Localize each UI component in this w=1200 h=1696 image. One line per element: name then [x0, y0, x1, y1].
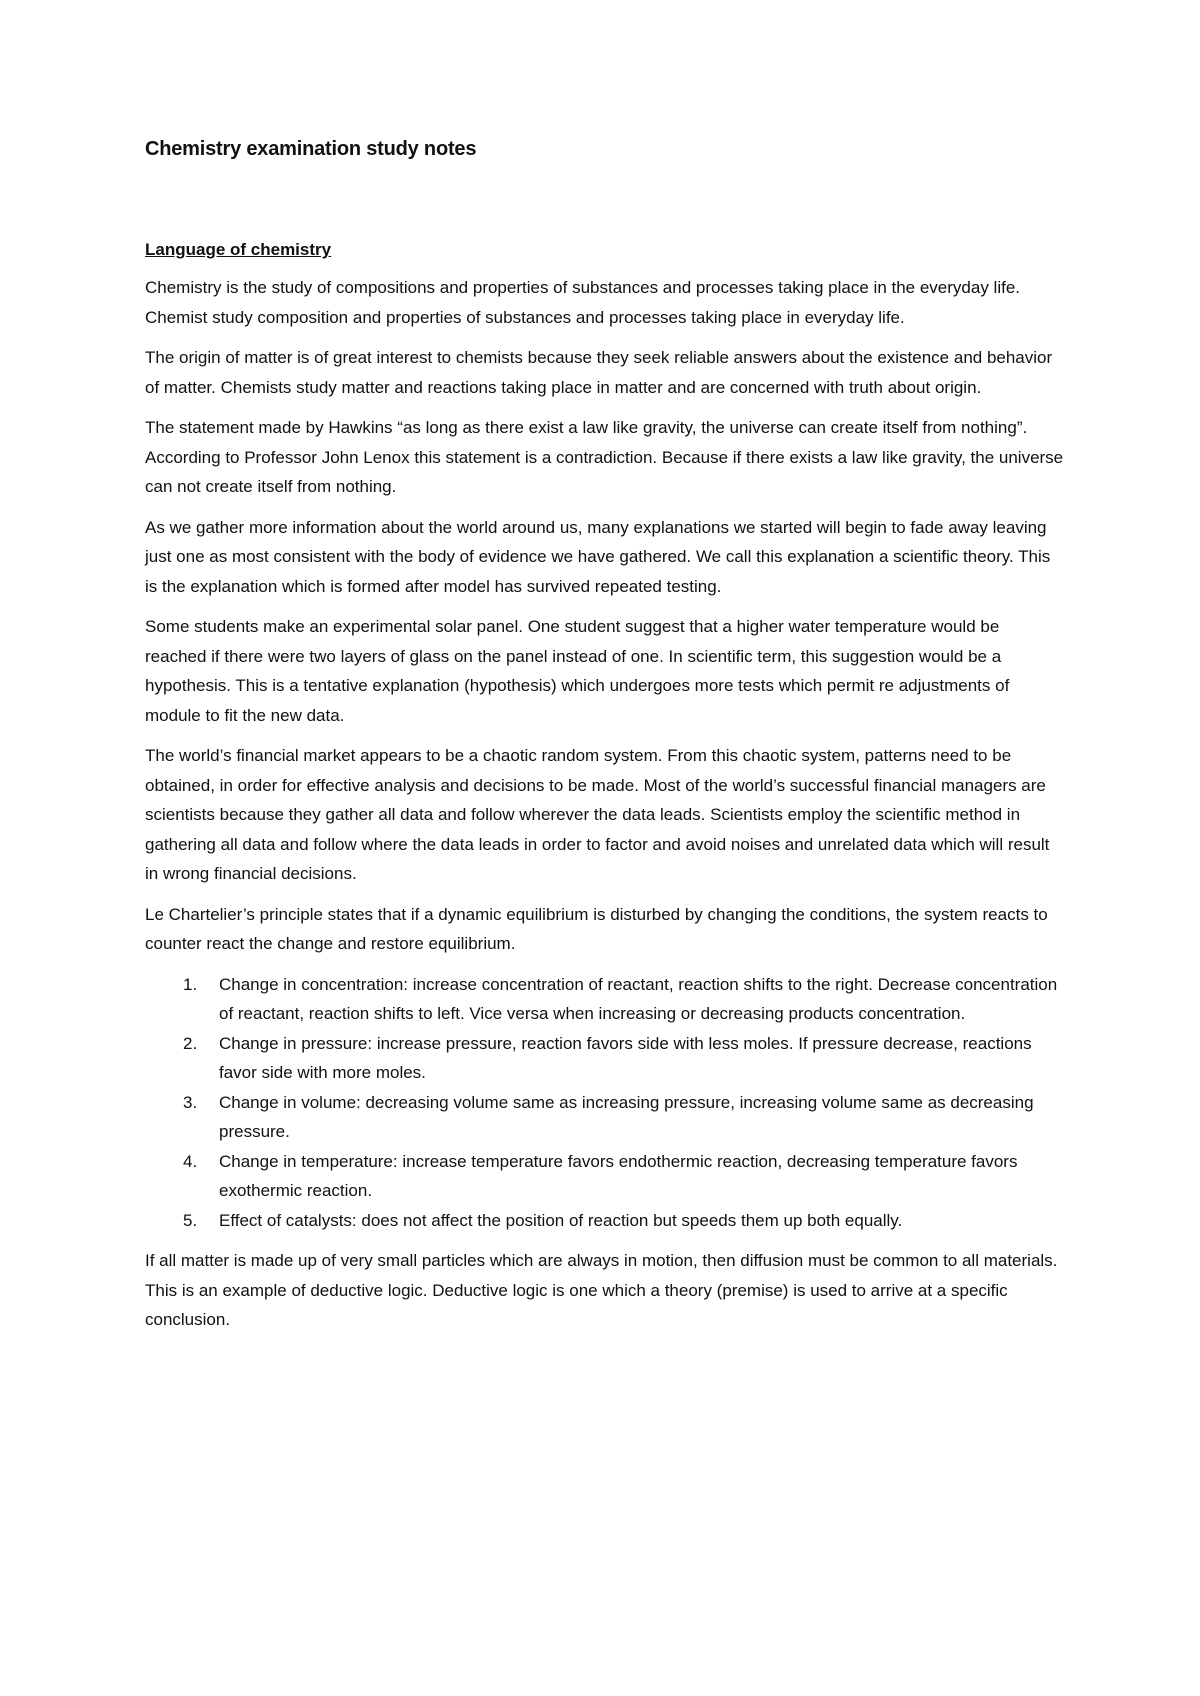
list-item-text: Change in concentration: increase concentration of reactant, reaction shifts to the right. Decrease concentration of reactant, reaction shifts to left. Vice versa when increasing or decreasing products concentration. [219, 974, 1058, 1024]
list-item-number: 3. [183, 1092, 198, 1112]
list-item-number: 2. [183, 1033, 198, 1053]
paragraph-scientific-theory: As we gather more information about the world around us, many explanations we started will begin to fade away leaving just one as most consistent with the body of evidence we have gathered. We call this explanation a scientific theory. This is the explanation which is formed after model has survived repeated testing. [145, 517, 1051, 596]
list-item [145, 1147, 1065, 1206]
list-item [145, 970, 1065, 1029]
list-item-text: Change in volume: decreasing volume same as increasing pressure, increasing volume same as decreasing pressure. [219, 1092, 1034, 1142]
list-item-number: 1. [183, 974, 198, 994]
document-title: Chemistry examination study notes [145, 138, 477, 160]
paragraph-hawkins-statement: The statement made by Hawkins “as long as there exist a law like gravity, the universe can create itself from nothing”. According to Professor John Lenox this statement is a contradiction. Because if there exists a law like gravity, the universe can not create itself from nothing. [145, 418, 1064, 497]
section-heading: Language of chemistry [145, 240, 332, 259]
paragraph-chemistry-definition: Chemistry is the study of compositions and properties of substances and processes taking place in the everyday life. Chemist study composition and properties of substances and processes taking place in everyday life. [145, 278, 1021, 327]
list-item [145, 1029, 1065, 1088]
list-item [145, 1206, 1065, 1236]
equilibrium-factors-list [145, 970, 1065, 1236]
paragraph-deductive-logic: If all matter is made up of very small particles which are always in motion, then diffusion must be common to all materials. This is an example of deductive logic. Deductive logic is one which a theory (premise) is used to arrive at a specific conclusion. [145, 1251, 1058, 1330]
paragraph-hypothesis: Some students make an experimental solar panel. One student suggest that a higher water temperature would be reached if there were two layers of glass on the panel instead of one. In scientific term, this suggestion would be a hypothesis. This is a tentative explanation (hypothesis) which undergoes more tests which permit re adjustments of module to fit the new data. [145, 617, 1010, 725]
paragraph-financial-market: The world’s financial market appears to be a chaotic random system. From this chaotic system, patterns need to be obtained, in order for effective analysis and decisions to be made. Most of the world’s successful financial managers are scientists because they gather all data and follow wherever the data leads. Scientists employ the scientific method in gathering all data and follow where the data leads in order to factor and avoid noises and unrelated data which will result in wrong financial decisions. [145, 746, 1050, 884]
list-item-text: Change in pressure: increase pressure, reaction favors side with less moles. If pressure decrease, reactions favor side with more moles. [219, 1033, 1032, 1083]
list-item-number: 4. [183, 1151, 198, 1171]
list-item [145, 1088, 1065, 1147]
list-item-number: 5. [183, 1210, 198, 1230]
document-page [145, 136, 1065, 1335]
paragraph-origin-of-matter: The origin of matter is of great interest to chemists because they seek reliable answers about the existence and behavior of matter. Chemists study matter and reactions taking place in matter and are concerned with truth about origin. [145, 348, 1053, 397]
paragraph-le-chatelier: Le Chartelier’s principle states that if a dynamic equilibrium is disturbed by changing the conditions, the system reacts to counter react the change and restore equilibrium. [145, 904, 1048, 954]
list-item-text: Effect of catalysts: does not affect the position of reaction but speeds them up both equally. [219, 1210, 903, 1230]
list-item-text: Change in temperature: increase temperature favors endothermic reaction, decreasing temperature favors exothermic reaction. [219, 1151, 1018, 1201]
